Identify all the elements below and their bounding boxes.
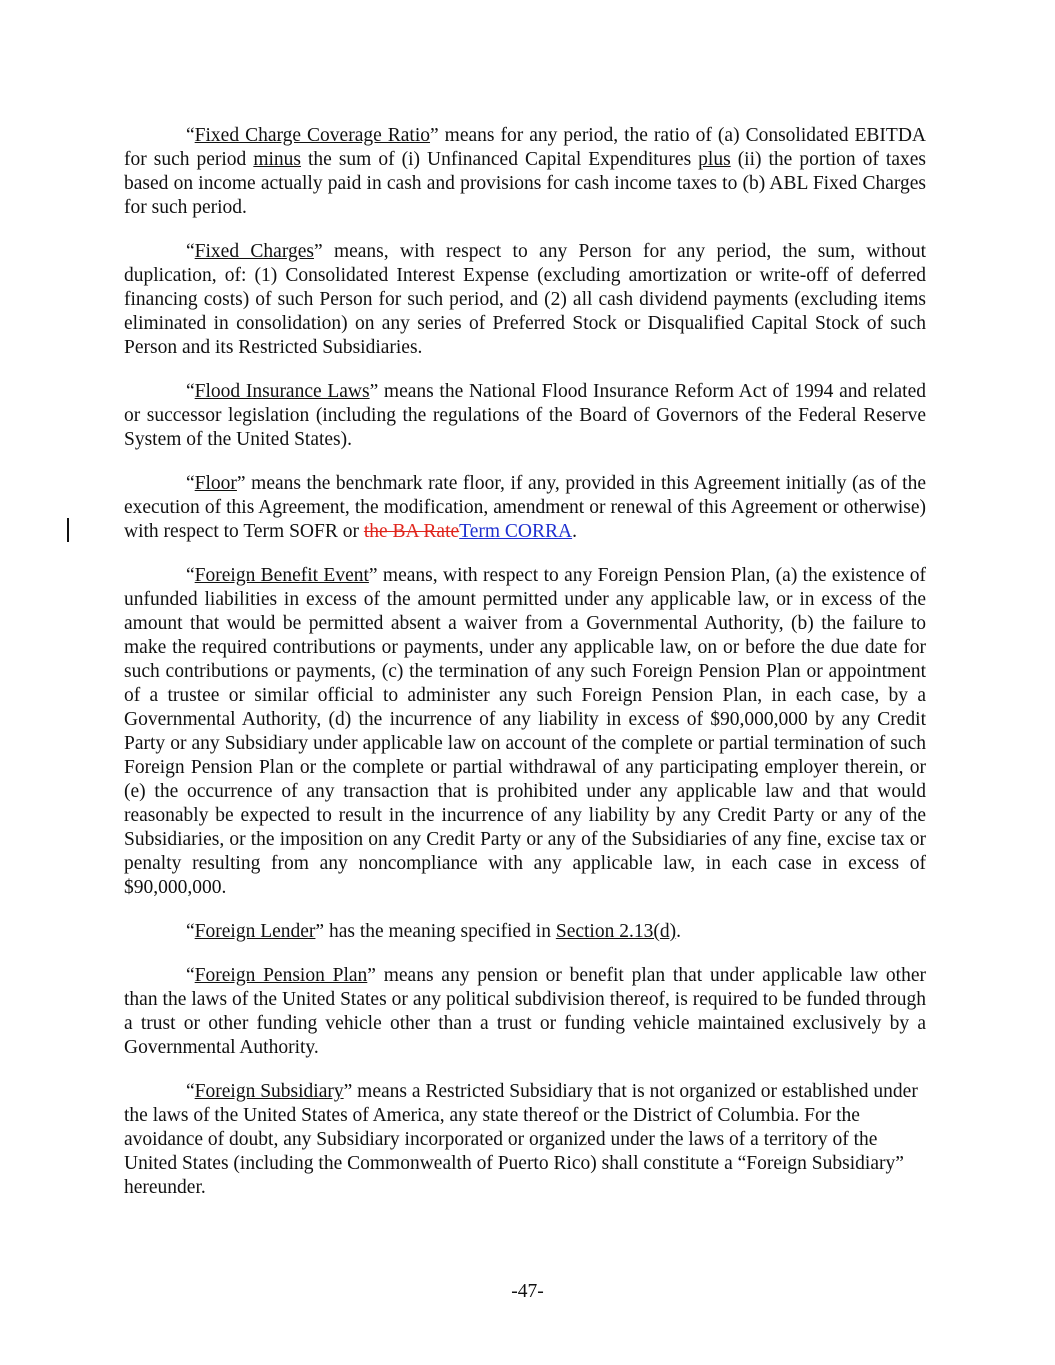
defined-term: Fixed Charge Coverage Ratio (194, 125, 431, 146)
open-quote: “ (186, 241, 195, 262)
emphasis-plus: plus (698, 149, 731, 170)
emphasis-minus: minus (253, 149, 301, 170)
definition-text: (ii) the portion of taxes based on income actually paid in cash and provisions for cash income taxes to (b) ABL Fixed Charges for such period. (124, 149, 926, 218)
definition-text: the sum of (i) Unfinanced Capital Expenditures (301, 149, 699, 170)
definition-flood-insurance-laws (124, 380, 926, 452)
defined-term: Foreign Lender (194, 921, 316, 942)
definition-text: ” means the National Flood Insurance Reform Act of 1994 and related or successor legislation (including the regulations of the Board of Governors of the Federal Reserve System of the United States). (124, 381, 926, 450)
inserted-text: Term CORRA (459, 521, 573, 542)
document-page (124, 124, 926, 1220)
defined-term: Foreign Pension Plan (194, 965, 368, 986)
open-quote: “ (186, 381, 195, 402)
revision-change-bar (67, 518, 69, 542)
definition-fixed-charge-coverage-ratio (124, 124, 926, 220)
defined-term: Foreign Subsidiary (194, 1081, 344, 1102)
deleted-text: the BA Rate (363, 521, 460, 542)
open-quote: “ (186, 565, 195, 586)
section-reference: Section 2.13(d) (555, 921, 677, 942)
definition-floor (124, 472, 926, 544)
definition-text: . (572, 521, 577, 542)
definition-text: ” means the benchmark rate floor, if any, provided in this Agreement initially (as of the execution of this Agreement, the modification, amendment or renewal of this Agreement or otherwise) with respect to Term SOFR or (124, 473, 926, 542)
defined-term: Foreign Benefit Event (194, 565, 369, 586)
definition-foreign-pension-plan (124, 964, 926, 1060)
definition-text: ” means, with respect to any Person for any period, the sum, without duplication, of: (1) Consolidated Interest Expense (excluding amortization or write-off of deferred financing costs) of such Person for such period, and (2) all cash dividend payments (excluding items eliminated in consolidation) on any series of Preferred Stock or Disqualified Capital Stock of such Person and its Restricted Subsidiaries. (124, 241, 927, 358)
definition-text: . (676, 921, 681, 942)
open-quote: “ (186, 921, 195, 942)
defined-term: Fixed Charges (194, 241, 314, 262)
defined-term: Floor (194, 473, 237, 494)
definition-text: ” means a Restricted Subsidiary that is not organized or established under the laws of the United States of America, any state thereof or the District of Columbia. For the avoidance of doubt, any Subsidiary incorporated or organized under the laws of a territory of the United States (including the Commonwealth of Puerto Rico) shall constitute a “Foreign Subsidiary” hereunder. (124, 1081, 918, 1198)
definition-foreign-subsidiary (124, 1080, 926, 1200)
open-quote: “ (186, 1081, 195, 1102)
page-number: -47- (511, 1281, 544, 1302)
definition-text: ” means for any period, the ratio of (a) Consolidated EBITDA for such period (124, 125, 926, 170)
open-quote: “ (186, 965, 195, 986)
definition-fixed-charges (124, 240, 926, 360)
open-quote: “ (186, 125, 195, 146)
definition-text: ” means any pension or benefit plan that under applicable law other than the laws of the United States or any political subdivision thereof, is required to be funded through a trust or other funding vehicle other than a trust or funding vehicle maintained exclusively by a Governmental Authority. (124, 965, 926, 1058)
defined-term: Flood Insurance Laws (194, 381, 370, 402)
definition-foreign-benefit-event (124, 564, 926, 900)
definition-text: ” has the meaning specified in (315, 921, 556, 942)
definition-foreign-lender (124, 920, 926, 944)
open-quote: “ (186, 473, 195, 494)
definition-text: ” means, with respect to any Foreign Pension Plan, (a) the existence of unfunded liabilities in excess of the amount permitted under any applicable law, or in excess of the amount that would be permitted absent a waiver from a Governmental Authority, (b) the failure to make the required contributions or payments, under any applicable law, on or before the due date for such contributions or payments, (c) the termination of any such Foreign Pension Plan or appointment of a trustee or similar official to administer any such Foreign Pension Plan, in each case, by a Governmental Authority, (d) the incurrence of any liability in excess of $90,000,000 by any Credit Party or any Subsidiary under applicable law on account of the complete or partial termination of such Foreign Pension Plan or the complete or partial withdrawal of any participating employer therein, or (e) the occurrence of any transaction that is prohibited under any applicable law and that would reasonably be expected to result in the incurrence of any liability by any Credit Party or any of the Subsidiaries, or the imposition on any Credit Party or any of the Subsidiaries of any fine, excise tax or penalty resulting from any noncompliance with any applicable law, in each case in excess of $90,000,000. (124, 565, 926, 898)
